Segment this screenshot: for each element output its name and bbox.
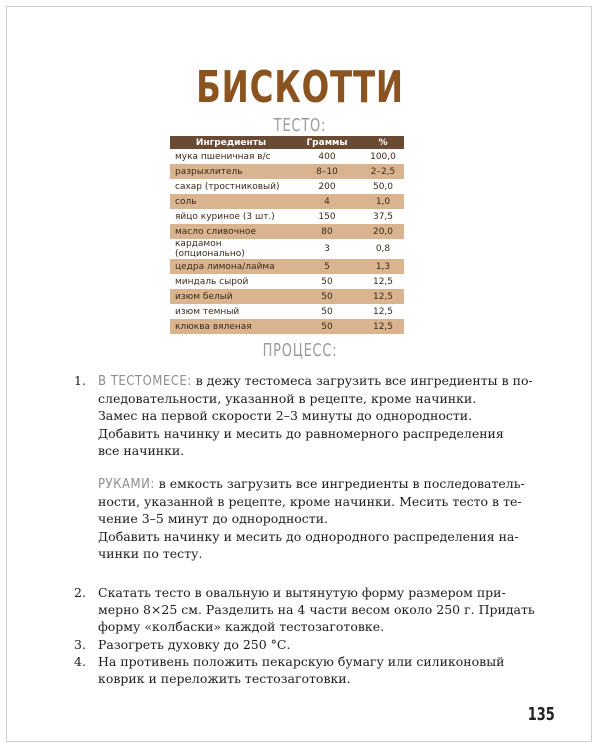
step-text: На противень положить пекарскую бумагу или силиконовый — [98, 653, 505, 669]
table-row — [170, 319, 404, 334]
step-text: форму «колбаски» каждой тестозаготовке. — [98, 619, 385, 635]
ingredient-percent: 20,0 — [362, 224, 404, 239]
ingredient-percent: 2–2,5 — [362, 164, 404, 179]
header-percent: % — [362, 136, 404, 149]
ingredient-grams: 50 — [292, 319, 362, 334]
table-row — [170, 274, 404, 289]
ingredient-percent: 0,8 — [362, 239, 404, 259]
ingredient-grams: 80 — [292, 224, 362, 239]
ingredient-grams: 5 — [292, 259, 362, 274]
step-text: мерно 8×25 см. Разделить на 4 части весом около 250 г. Придать — [98, 602, 535, 618]
step-1-hands-line — [98, 475, 544, 493]
table-header-row — [170, 136, 404, 149]
table-row — [170, 149, 404, 164]
header-grams: Граммы — [292, 136, 362, 149]
ingredient-name: изюм темный — [170, 304, 292, 319]
step-2 — [74, 584, 544, 636]
step-text: Добавить начинку и месить до однородного распределения на- — [98, 528, 519, 544]
step-text: следовательности, указанной в рецепте, кроме начинки. — [98, 391, 477, 407]
step-text: Добавить начинку и месить до равномерного распределения — [98, 425, 504, 441]
ingredient-percent: 12,5 — [362, 319, 404, 334]
step-text: Замес на первой скорости 2–3 минуты до однородности. — [98, 408, 473, 424]
ingredient-percent: 1,0 — [362, 194, 404, 209]
step-text: коврик и переложить тестозаготовки. — [98, 671, 351, 687]
page-title: БИСКОТТИ — [196, 62, 404, 113]
ingredient-grams: 50 — [292, 304, 362, 319]
step-text: Скатать тесто в овальную и вытянутую форму размером при- — [98, 585, 506, 601]
step-1-mixer-line — [98, 372, 544, 390]
step-number: 2. — [74, 585, 86, 601]
ingredient-name: яйцо куриное (3 шт.) — [170, 209, 292, 224]
hands-method-label: РУКАМИ: — [98, 477, 155, 493]
step-number: 1. — [74, 373, 86, 388]
table-row — [170, 239, 404, 259]
process-steps — [74, 372, 544, 687]
page-number: 135 — [527, 704, 555, 725]
table-row — [170, 259, 404, 274]
ingredient-percent: 12,5 — [362, 289, 404, 304]
step-number: 4. — [74, 653, 86, 669]
ingredient-percent: 37,5 — [362, 209, 404, 224]
ingredient-grams: 150 — [292, 209, 362, 224]
table-row — [170, 224, 404, 239]
step-1 — [74, 372, 544, 562]
step-text: чение 3–5 минут до однородности. — [98, 511, 329, 527]
step-3 — [74, 636, 544, 653]
ingredient-name: клюква вяленая — [170, 319, 292, 334]
dough-heading: ТЕСТО: — [273, 115, 327, 136]
mixer-method-label: В ТЕСТОМЕСЕ: — [98, 374, 192, 389]
ingredient-grams: 4 — [292, 194, 362, 209]
ingredient-grams: 200 — [292, 179, 362, 194]
ingredient-grams: 400 — [292, 149, 362, 164]
ingredient-grams: 3 — [292, 239, 362, 259]
table-row — [170, 164, 404, 179]
ingredient-percent: 12,5 — [362, 274, 404, 289]
ingredient-percent: 50,0 — [362, 179, 404, 194]
table-row — [170, 304, 404, 319]
ingredient-name: масло сливочное — [170, 224, 292, 239]
ingredient-name: разрыхлитель — [170, 164, 292, 179]
ingredient-name: соль — [170, 194, 292, 209]
step-number: 3. — [74, 636, 86, 652]
ingredient-name: сахар (тростниковый) — [170, 179, 292, 194]
ingredient-name: миндаль сырой — [170, 274, 292, 289]
ingredient-percent: 1,3 — [362, 259, 404, 274]
step-text: чинки по тесту. — [98, 545, 203, 561]
ingredient-name: цедра лимона/лайма — [170, 259, 292, 274]
ingredients-table — [170, 136, 404, 334]
step-text: все начинки. — [98, 442, 185, 458]
step-text: в емкость загрузить все ингредиенты в последователь- — [154, 476, 525, 492]
table-row — [170, 289, 404, 304]
step-text: в дежу тестомеса загрузить все ингредиенты в по- — [191, 373, 533, 388]
step-text: Разогреть духовку до 250 °С. — [98, 636, 291, 652]
table-row — [170, 194, 404, 209]
ingredient-name: мука пшеничная в/с — [170, 149, 292, 164]
ingredient-grams: 50 — [292, 289, 362, 304]
process-heading: ПРОЦЕСС: — [262, 340, 338, 361]
ingredient-grams: 50 — [292, 274, 362, 289]
ingredient-percent: 12,5 — [362, 304, 404, 319]
header-ingredients: Ингредиенты — [170, 136, 292, 149]
ingredient-percent: 100,0 — [362, 149, 404, 164]
table-row — [170, 179, 404, 194]
table-row — [170, 209, 404, 224]
ingredient-grams: 8–10 — [292, 164, 362, 179]
step-4 — [74, 653, 544, 687]
ingredient-name: кардамон (опционально) — [170, 239, 292, 259]
ingredient-name: изюм белый — [170, 289, 292, 304]
step-text: ности, указанной в рецепте, кроме начинки. Месить тесто в те- — [98, 494, 522, 510]
